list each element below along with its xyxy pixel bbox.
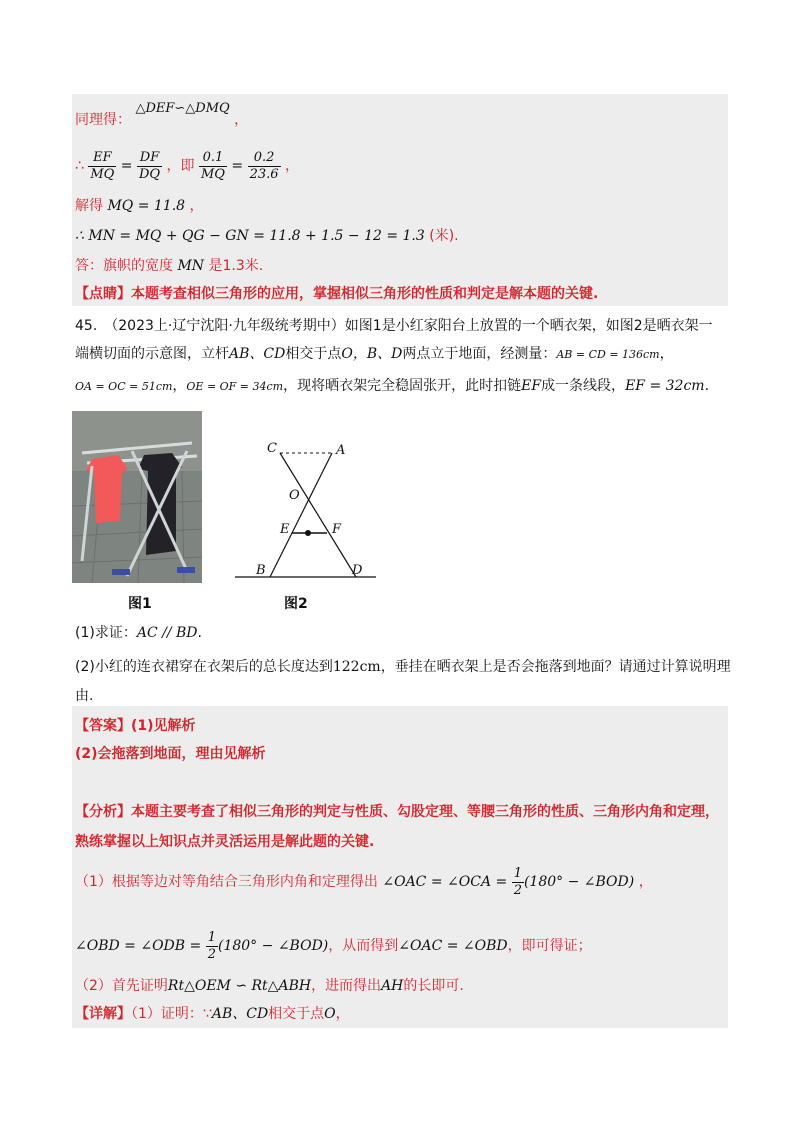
fraction-half-1: $\frac{1}{2}$ — [513, 865, 522, 898]
comment-line: 【点睛】本题考查相似三角形的应用，掌握相似三角形的性质和判定是解本题的关键. — [75, 286, 599, 302]
fraction-02-236: $\frac{0.2}{23.6}$ — [249, 149, 279, 182]
analysis-point-2: （2）首先证明Rt△OEM ∽ Rt△ABH，进而得出AH的长即可. — [75, 978, 464, 994]
drying-rack-illustration — [72, 411, 202, 583]
question-2-cont: 由. — [75, 688, 94, 704]
label-O: O — [289, 488, 300, 503]
answer-line-2: (2)会拖落到地面，理由见解析 — [75, 746, 266, 762]
question-1: (1)求证：AC // BD. — [75, 625, 202, 641]
solution-line-3: 解得 MQ = 11.8 ， — [75, 198, 204, 214]
analysis-line-1: 【分析】本题主要考查了相似三角形的判定与性质、勾股定理、等腰三角形的性质、三角形内角和定理， — [75, 804, 719, 820]
question-2: (2)小红的连衣裙穿在衣架后的总长度达到122cm，垂挂在晒衣架上是否会拖落到地面？请通过计算说明理 — [75, 659, 731, 675]
label-F: F — [332, 522, 342, 537]
solution-line-5: 答：旗帜的宽度 MN 是1.3米. — [75, 258, 264, 274]
solution-line-1: 同理得： △DEF∽△DMQ ， — [75, 101, 249, 128]
fig1-caption: 图1 — [128, 596, 152, 612]
answer-line-1: 【答案】(1)见解析 — [75, 718, 196, 734]
label-A: A — [336, 443, 346, 458]
fraction-01-mq: $\frac{0.1}{MQ}$ — [200, 149, 225, 182]
analysis-line-2: 熟练掌握以上知识点并灵活运用是解此题的关键. — [75, 834, 375, 850]
problem-line-2: 端横切面的示意图，立杆AB、CD相交于点O，B、D两点立于地面，经测量：AB = CD = 136cm， — [75, 346, 674, 362]
solution-line-4: ∴ MN = MQ + QG − GN = 11.8 + 1.5 − 12 = 1.3 (米). — [75, 228, 459, 244]
fraction-ef-mq: $\frac{EF}{MQ}$ — [90, 149, 115, 182]
solution-line-2: ∴ $\frac{EF}{MQ}$ = $\frac{DF}{DQ}$ ，即 $\frac{0.1}{MQ}$ = $\frac{0.2}{23.6}$ ， — [75, 149, 299, 182]
fraction-half-2: $\frac{1}{2}$ — [207, 929, 216, 962]
label-C: C — [267, 441, 277, 456]
drying-rack-photo — [72, 411, 202, 583]
fig2-schematic — [228, 436, 378, 586]
fraction-df-dq: $\frac{DF}{DQ}$ — [138, 149, 161, 182]
label-E: E — [280, 522, 290, 537]
detail-line: 【详解】（1）证明：∵AB、CD相交于点O， — [75, 1006, 350, 1022]
label-B: B — [256, 563, 266, 578]
analysis-point-1: （1）根据等边对等角结合三角形内角和定理得出 ∠OAC = ∠OCA = $\frac{1}{2}$ (180° − ∠BOD) ， — [75, 865, 653, 898]
analysis-point-1b: ∠OBD = ∠ODB = $\frac{1}{2}$ (180° − ∠BOD)，从而得到∠OAC = ∠OBD，即可得证； — [75, 929, 592, 962]
label-D: D — [352, 563, 363, 578]
fig2-caption: 图2 — [284, 596, 308, 612]
problem-line-3: OA = OC = 51cm，OE = OF = 34cm，现将晒衣架完全稳固张开，此时扣链EF成一条线段，EF = 32cm. — [75, 378, 710, 394]
problem-line-1: 45. （2023上·辽宁沈阳·九年级统考期中）如图1是小红家阳台上放置的一个晒衣架，如图2是晒衣架一 — [75, 318, 713, 334]
